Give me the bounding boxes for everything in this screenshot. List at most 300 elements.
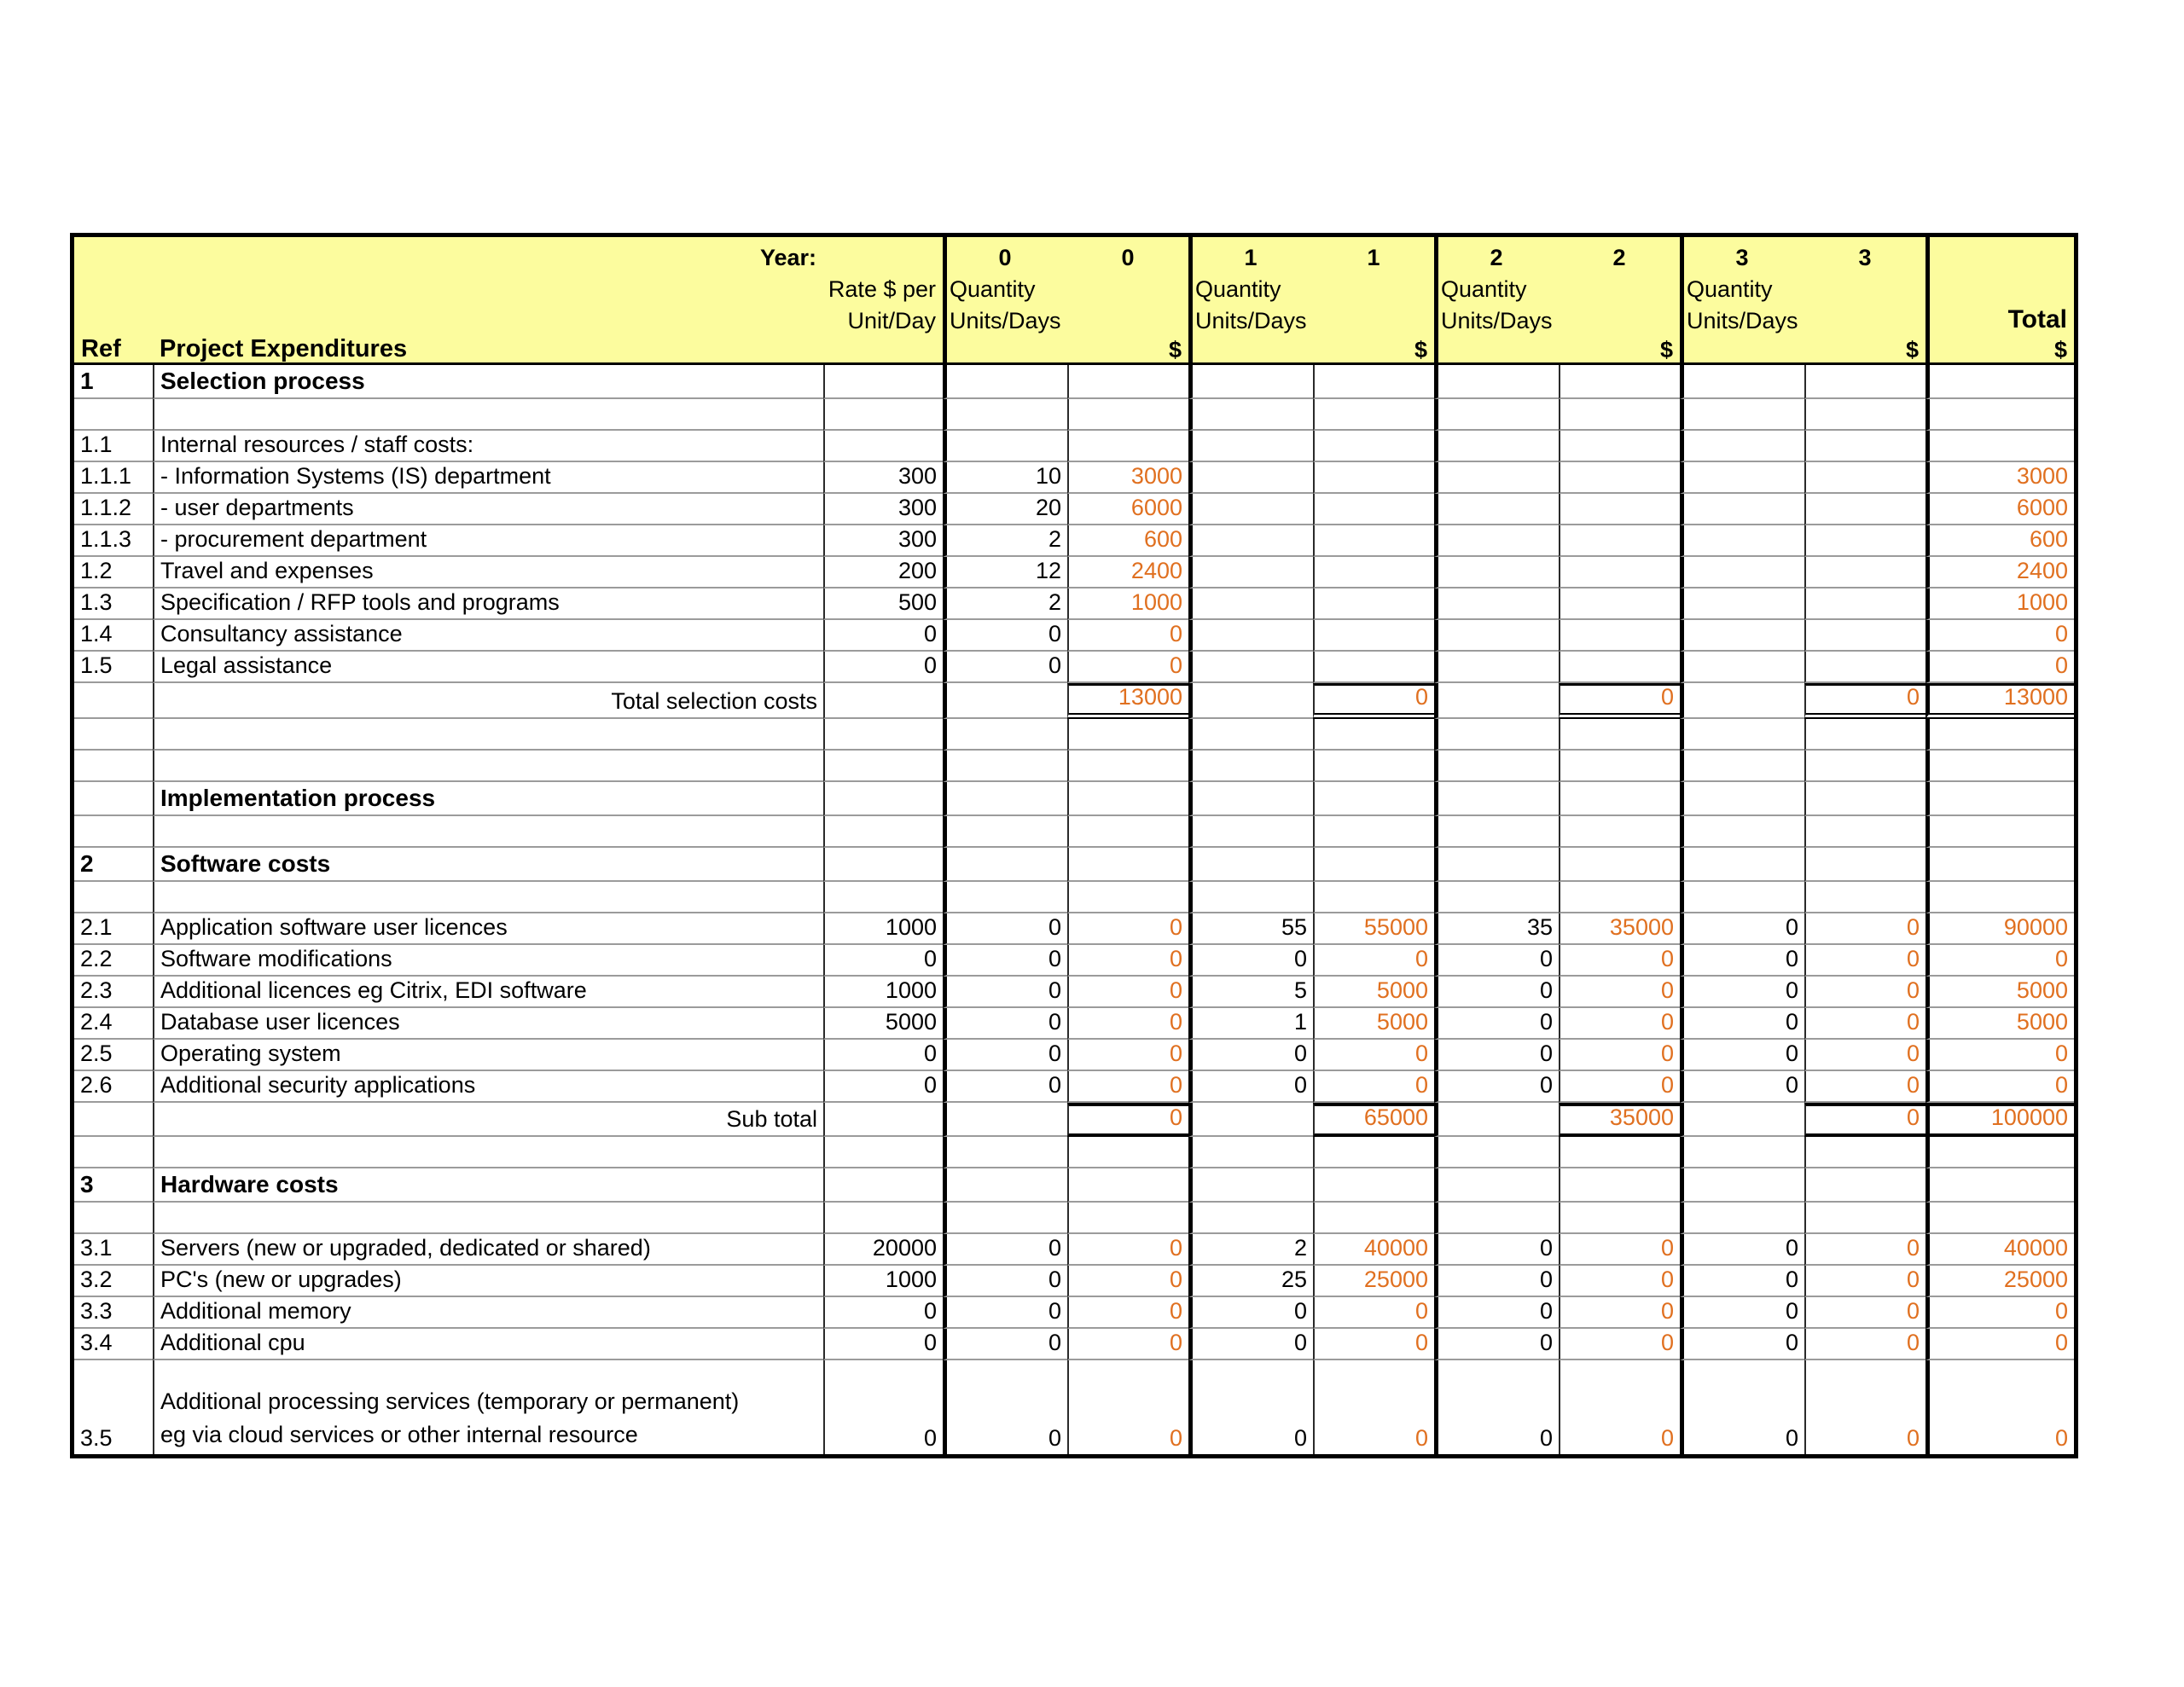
cell-total xyxy=(1926,1137,2074,1168)
cell-y1-amount xyxy=(1313,882,1434,913)
cell-ref: 3.5 xyxy=(80,1424,113,1451)
cell-y3-amount xyxy=(1804,557,1926,588)
cell-y3-qty xyxy=(1680,652,1804,683)
cell-total: 600 xyxy=(1926,525,2074,557)
cell-y1-amount xyxy=(1313,620,1434,652)
cell-y1-amount: 0 xyxy=(1313,1297,1434,1329)
cell-rate: 0 xyxy=(823,1071,943,1103)
cell-y2-amount: 0 xyxy=(1559,683,1680,719)
cell-y3-amount xyxy=(1804,494,1926,525)
cell-ref: 3.2 xyxy=(74,1266,153,1297)
cell-y3-qty xyxy=(1680,1137,1804,1168)
cell-y3-amount: 0 xyxy=(1804,1040,1926,1071)
cell-y2-amount xyxy=(1559,525,1680,557)
cell-y1-qty: 1 xyxy=(1188,1008,1313,1040)
cell-y2-qty: 0 xyxy=(1434,1297,1559,1329)
table-row xyxy=(74,1040,2074,1071)
table-row xyxy=(74,913,2074,945)
cell-total: 0 xyxy=(1926,652,2074,683)
cell-total: 0 xyxy=(1926,620,2074,652)
cell-y2-amount xyxy=(1559,431,1680,462)
cell-y0-qty: 0 xyxy=(943,1008,1067,1040)
quantity-header-y2: Quantity xyxy=(1441,275,1527,302)
cell-ref: 1.1.2 xyxy=(74,494,153,525)
cell-y2-amount: 35000 xyxy=(1559,913,1680,945)
cell-rate xyxy=(823,1137,943,1168)
table-row xyxy=(74,882,2074,913)
cell-y3-qty xyxy=(1680,1168,1804,1203)
cell-rate xyxy=(823,683,943,719)
rate-header-line1: Rate $ per xyxy=(828,275,936,302)
cell-total: 100000 xyxy=(1926,1103,2074,1137)
cell-y0-qty xyxy=(943,399,1067,431)
cell-desc xyxy=(153,816,823,848)
cell-rate: 0 xyxy=(823,1360,943,1454)
cell-total: 0 xyxy=(1926,1297,2074,1329)
cell-desc: - user departments xyxy=(153,494,823,525)
cell-y2-qty xyxy=(1434,1137,1559,1168)
cell-ref: 2.2 xyxy=(74,945,153,977)
cell-y2-qty xyxy=(1434,719,1559,751)
dollar-header-y3: $ xyxy=(1905,336,1919,362)
cell-y0-amount xyxy=(1067,399,1188,431)
table-row xyxy=(74,462,2074,494)
cell-y1-qty: 5 xyxy=(1188,977,1313,1008)
cell-y2-amount xyxy=(1559,882,1680,913)
table-row xyxy=(74,751,2074,782)
cell-ref xyxy=(74,1203,153,1234)
cell-y3-qty xyxy=(1680,557,1804,588)
cell-y0-amount: 0 xyxy=(1067,945,1188,977)
cell-desc-line2: eg via cloud services or other internal resource xyxy=(160,1421,638,1447)
cell-y1-qty xyxy=(1188,365,1313,399)
table-row xyxy=(74,1103,2074,1137)
cell-y3-amount xyxy=(1804,399,1926,431)
cell-y1-amount xyxy=(1313,1203,1434,1234)
cell-ref: 3.3 xyxy=(74,1297,153,1329)
cell-y2-qty xyxy=(1434,1168,1559,1203)
cell-y0-amount: 0 xyxy=(1067,1008,1188,1040)
cell-y3-qty: 0 xyxy=(1680,977,1804,1008)
dollar-header-y2: $ xyxy=(1659,336,1673,362)
table-row xyxy=(74,399,2074,431)
cell-ref xyxy=(74,1103,153,1137)
cell-desc xyxy=(153,399,823,431)
cell-y3-amount xyxy=(1804,719,1926,751)
cell-y0-qty xyxy=(943,365,1067,399)
cell-y3-amount: 0 xyxy=(1804,913,1926,945)
cell-ref: 3.4 xyxy=(74,1329,153,1360)
cell-y3-amount: 0 xyxy=(1804,1329,1926,1360)
cell-desc: Additional memory xyxy=(153,1297,823,1329)
cell-y2-amount: 0 xyxy=(1559,945,1680,977)
cell-y1-amount: 0 xyxy=(1313,683,1434,719)
cell-y1-amount xyxy=(1313,751,1434,782)
table-row xyxy=(74,1203,2074,1234)
cell-y2-qty xyxy=(1434,1103,1559,1137)
cell-y0-qty: 0 xyxy=(943,652,1067,683)
year-2-amount-header: 2 xyxy=(1612,244,1626,270)
cell-total: 0 xyxy=(1926,1329,2074,1360)
cell-y3-amount xyxy=(1804,431,1926,462)
table-header xyxy=(74,237,2074,365)
cell-y3-amount: 0 xyxy=(1804,1360,1926,1454)
cell-rate: 200 xyxy=(823,557,943,588)
cell-total: 2400 xyxy=(1926,557,2074,588)
cell-y0-amount: 0 xyxy=(1067,1040,1188,1071)
cell-y3-amount: 0 xyxy=(1804,1008,1926,1040)
table-row xyxy=(74,1266,2074,1297)
cell-rate xyxy=(823,882,943,913)
cell-total: 25000 xyxy=(1926,1266,2074,1297)
cell-y1-qty xyxy=(1188,1203,1313,1234)
cell-y0-qty: 0 xyxy=(943,1297,1067,1329)
cell-y0-amount: 0 xyxy=(1067,1329,1188,1360)
cell-ref: 2.4 xyxy=(74,1008,153,1040)
header-group-separator xyxy=(1680,237,1684,362)
cell-y0-qty xyxy=(943,431,1067,462)
cell-ref: 1.4 xyxy=(74,620,153,652)
year-1-qty-header: 1 xyxy=(1244,244,1258,270)
cell-ref xyxy=(74,719,153,751)
cell-ref: 1.5 xyxy=(74,652,153,683)
table-row xyxy=(74,1008,2074,1040)
cell-total xyxy=(1926,399,2074,431)
cell-y2-qty: 0 xyxy=(1434,1234,1559,1266)
cell-y1-amount xyxy=(1313,365,1434,399)
cell-total: 5000 xyxy=(1926,1008,2074,1040)
cell-y1-qty: 2 xyxy=(1188,1234,1313,1266)
cell-ref xyxy=(74,882,153,913)
cell-y0-qty xyxy=(943,683,1067,719)
cell-ref: 2.1 xyxy=(74,913,153,945)
cell-y3-amount xyxy=(1804,1137,1926,1168)
cell-y1-qty xyxy=(1188,719,1313,751)
cell-y2-amount xyxy=(1559,494,1680,525)
cell-y1-amount xyxy=(1313,782,1434,816)
cell-y3-amount: 0 xyxy=(1804,1071,1926,1103)
cell-rate xyxy=(823,1103,943,1137)
cell-y0-qty: 0 xyxy=(943,1329,1067,1360)
cell-y3-qty: 0 xyxy=(1680,1234,1804,1266)
cell-desc: Operating system xyxy=(153,1040,823,1071)
cell-desc: Travel and expenses xyxy=(153,557,823,588)
cell-y2-qty xyxy=(1434,882,1559,913)
table-row xyxy=(74,494,2074,525)
cell-rate: 0 xyxy=(823,652,943,683)
cell-total: 40000 xyxy=(1926,1234,2074,1266)
cell-desc: Application software user licences xyxy=(153,913,823,945)
cell-total: 3000 xyxy=(1926,462,2074,494)
cell-y2-qty: 0 xyxy=(1434,977,1559,1008)
cell-y2-qty: 0 xyxy=(1434,945,1559,977)
cell-y2-qty xyxy=(1434,620,1559,652)
cell-y1-amount: 0 xyxy=(1313,1040,1434,1071)
cell-y0-qty xyxy=(943,782,1067,816)
cell-y1-qty: 0 xyxy=(1188,1297,1313,1329)
cell-y0-amount xyxy=(1067,816,1188,848)
cell-y3-qty xyxy=(1680,1103,1804,1137)
table-row xyxy=(74,525,2074,557)
cell-y1-amount: 0 xyxy=(1313,1360,1434,1454)
cell-rate: 1000 xyxy=(823,1266,943,1297)
cell-desc xyxy=(153,1137,823,1168)
cell-y2-amount xyxy=(1559,1203,1680,1234)
cell-rate xyxy=(823,848,943,882)
cell-y1-qty xyxy=(1188,620,1313,652)
cell-y2-qty: 0 xyxy=(1434,1266,1559,1297)
cell-desc: Selection process xyxy=(153,365,823,399)
cell-y2-amount xyxy=(1559,848,1680,882)
cell-ref: 2.3 xyxy=(74,977,153,1008)
expenditures-column-header: Project Expenditures xyxy=(160,334,408,362)
cell-y1-qty: 0 xyxy=(1188,1360,1313,1454)
cell-y0-amount: 0 xyxy=(1067,1071,1188,1103)
cell-y1-amount xyxy=(1313,588,1434,620)
cell-y1-qty xyxy=(1188,848,1313,882)
cell-desc: - Information Systems (IS) department xyxy=(153,462,823,494)
cell-y3-qty: 0 xyxy=(1680,1266,1804,1297)
cell-rate: 0 xyxy=(823,1329,943,1360)
cell-y3-qty xyxy=(1680,588,1804,620)
cell-ref xyxy=(74,751,153,782)
cell-desc: Consultancy assistance xyxy=(153,620,823,652)
cell-y1-qty xyxy=(1188,882,1313,913)
cell-ref: 1.3 xyxy=(74,588,153,620)
table-row xyxy=(74,1137,2074,1168)
cell-y3-qty: 0 xyxy=(1680,1008,1804,1040)
cell-y1-qty: 0 xyxy=(1188,1329,1313,1360)
cell-y2-amount: 0 xyxy=(1559,1071,1680,1103)
table-row xyxy=(74,1297,2074,1329)
cell-y3-qty: 0 xyxy=(1680,913,1804,945)
cell-y2-qty: 0 xyxy=(1434,1071,1559,1103)
cell-y0-amount xyxy=(1067,1168,1188,1203)
cell-y0-qty xyxy=(943,848,1067,882)
cell-y3-qty xyxy=(1680,494,1804,525)
cell-ref xyxy=(74,1137,153,1168)
cell-y3-qty: 0 xyxy=(1680,1071,1804,1103)
cell-y2-amount: 35000 xyxy=(1559,1103,1680,1137)
cell-y3-qty: 0 xyxy=(1680,945,1804,977)
cell-rate xyxy=(823,365,943,399)
table-row xyxy=(74,1234,2074,1266)
cell-rate: 0 xyxy=(823,1040,943,1071)
cell-y0-amount: 0 xyxy=(1067,652,1188,683)
cell-y0-qty: 0 xyxy=(943,1266,1067,1297)
cell-y0-qty: 2 xyxy=(943,525,1067,557)
cell-desc: Legal assistance xyxy=(153,652,823,683)
cell-y2-qty: 0 xyxy=(1434,1008,1559,1040)
cell-y3-amount xyxy=(1804,1168,1926,1203)
cell-y0-amount xyxy=(1067,365,1188,399)
total-column-header: Total xyxy=(2007,304,2067,333)
cell-y1-qty: 25 xyxy=(1188,1266,1313,1297)
cell-y1-qty xyxy=(1188,751,1313,782)
table-row xyxy=(74,1360,2074,1454)
cell-y0-amount xyxy=(1067,782,1188,816)
cell-y3-amount xyxy=(1804,525,1926,557)
cell-y2-qty xyxy=(1434,782,1559,816)
ref-column-header: Ref xyxy=(81,334,121,362)
cell-y3-amount: 0 xyxy=(1804,1234,1926,1266)
cell-y3-amount: 0 xyxy=(1804,1266,1926,1297)
cell-y0-qty xyxy=(943,1137,1067,1168)
table-row xyxy=(74,588,2074,620)
cell-y1-amount: 0 xyxy=(1313,1071,1434,1103)
cell-y2-amount xyxy=(1559,652,1680,683)
table-row xyxy=(74,431,2074,462)
cell-rate: 300 xyxy=(823,525,943,557)
cell-y3-qty xyxy=(1680,848,1804,882)
cell-y1-qty xyxy=(1188,525,1313,557)
cell-y0-qty xyxy=(943,751,1067,782)
cell-y2-amount xyxy=(1559,588,1680,620)
cell-rate xyxy=(823,431,943,462)
quantity-header-y0: Quantity xyxy=(950,275,1036,302)
cell-desc: Total selection costs xyxy=(153,683,823,719)
cell-y2-qty xyxy=(1434,588,1559,620)
cell-y2-amount xyxy=(1559,365,1680,399)
cell-y2-amount xyxy=(1559,782,1680,816)
cell-y2-amount: 0 xyxy=(1559,1008,1680,1040)
cell-rate: 5000 xyxy=(823,1008,943,1040)
cell-y0-qty: 2 xyxy=(943,588,1067,620)
cell-y0-qty xyxy=(943,1203,1067,1234)
cell-y2-amount xyxy=(1559,462,1680,494)
cell-y0-qty: 0 xyxy=(943,620,1067,652)
cell-y1-amount: 65000 xyxy=(1313,1103,1434,1137)
header-group-separator xyxy=(1188,237,1193,362)
cell-y2-qty: 0 xyxy=(1434,1040,1559,1071)
cell-ref: 1 xyxy=(74,365,153,399)
cell-y1-qty xyxy=(1188,782,1313,816)
cell-y2-qty xyxy=(1434,816,1559,848)
cell-y1-amount xyxy=(1313,557,1434,588)
cell-ref: 2 xyxy=(74,848,153,882)
cell-y2-amount xyxy=(1559,399,1680,431)
year-0-qty-header: 0 xyxy=(998,244,1012,270)
cell-y2-amount xyxy=(1559,557,1680,588)
cell-y0-amount xyxy=(1067,882,1188,913)
cell-rate: 1000 xyxy=(823,913,943,945)
cell-total: 0 xyxy=(1926,1071,2074,1103)
cell-total xyxy=(1926,782,2074,816)
dollar-header-y0: $ xyxy=(1168,336,1182,362)
cell-y1-qty xyxy=(1188,399,1313,431)
cell-ref xyxy=(74,816,153,848)
cell-total xyxy=(1926,431,2074,462)
year-3-qty-header: 3 xyxy=(1735,244,1749,270)
cell-y3-qty xyxy=(1680,719,1804,751)
units-header-y1: Units/Days xyxy=(1195,307,1307,333)
cell-y3-qty xyxy=(1680,365,1804,399)
cell-total xyxy=(1926,751,2074,782)
year-3-amount-header: 3 xyxy=(1858,244,1872,270)
cell-y2-qty xyxy=(1434,751,1559,782)
cell-y1-qty xyxy=(1188,1137,1313,1168)
cell-ref xyxy=(74,782,153,816)
cell-y2-amount xyxy=(1559,1168,1680,1203)
cell-desc-line1: Additional processing services (temporary or permanent) xyxy=(160,1388,740,1414)
header-group-separator xyxy=(1926,237,1930,362)
units-header-y3: Units/Days xyxy=(1687,307,1798,333)
cell-rate xyxy=(823,719,943,751)
year-0-amount-header: 0 xyxy=(1121,244,1135,270)
cell-desc xyxy=(153,882,823,913)
cell-desc: Specification / RFP tools and programs xyxy=(153,588,823,620)
cell-y3-amount: 0 xyxy=(1804,683,1926,719)
cell-desc: Software modifications xyxy=(153,945,823,977)
cell-y1-qty xyxy=(1188,816,1313,848)
cell-y1-amount xyxy=(1313,719,1434,751)
cell-desc: Hardware costs xyxy=(153,1168,823,1203)
cell-rate: 500 xyxy=(823,588,943,620)
cell-y2-amount: 0 xyxy=(1559,977,1680,1008)
cell-y2-qty xyxy=(1434,652,1559,683)
cell-y0-qty xyxy=(943,1103,1067,1137)
table-row xyxy=(74,557,2074,588)
cell-y0-amount: 2400 xyxy=(1067,557,1188,588)
cell-y2-amount: 0 xyxy=(1559,1360,1680,1454)
quantity-header-y3: Quantity xyxy=(1687,275,1773,302)
dollar-header-y1: $ xyxy=(1414,336,1427,362)
cell-ref: 1.1.3 xyxy=(74,525,153,557)
cell-rate: 0 xyxy=(823,1297,943,1329)
cell-y2-amount: 0 xyxy=(1559,1040,1680,1071)
cell-y3-qty xyxy=(1680,882,1804,913)
cell-y1-qty xyxy=(1188,1103,1313,1137)
cell-y2-amount xyxy=(1559,620,1680,652)
cell-y2-qty xyxy=(1434,365,1559,399)
cell-rate xyxy=(823,751,943,782)
cell-desc: Additional cpu xyxy=(153,1329,823,1360)
cell-rate xyxy=(823,399,943,431)
cell-total: 1000 xyxy=(1926,588,2074,620)
cell-desc: Software costs xyxy=(153,848,823,882)
cell-y1-amount xyxy=(1313,399,1434,431)
cell-total xyxy=(1926,1168,2074,1203)
table-row xyxy=(74,719,2074,751)
cell-desc xyxy=(153,751,823,782)
cell-total xyxy=(1926,719,2074,751)
cell-y2-qty xyxy=(1434,848,1559,882)
cell-y1-amount xyxy=(1313,848,1434,882)
cell-y3-qty: 0 xyxy=(1680,1297,1804,1329)
cell-y0-qty: 0 xyxy=(943,913,1067,945)
cell-y1-qty: 0 xyxy=(1188,1040,1313,1071)
cell-y0-amount: 3000 xyxy=(1067,462,1188,494)
cell-desc: Additional licences eg Citrix, EDI software xyxy=(153,977,823,1008)
table-row xyxy=(74,782,2074,816)
cell-y0-qty xyxy=(943,882,1067,913)
dollar-header-total: $ xyxy=(2053,336,2067,362)
cell-y3-qty: 0 xyxy=(1680,1040,1804,1071)
cell-y1-amount xyxy=(1313,462,1434,494)
cell-ref: 1.1.1 xyxy=(74,462,153,494)
cell-ref: 2.6 xyxy=(74,1071,153,1103)
cell-y1-amount xyxy=(1313,652,1434,683)
cell-y3-amount xyxy=(1804,588,1926,620)
cell-y2-amount: 0 xyxy=(1559,1234,1680,1266)
cell-total xyxy=(1926,365,2074,399)
cell-y1-amount xyxy=(1313,525,1434,557)
table-row xyxy=(74,848,2074,882)
cell-y0-qty xyxy=(943,816,1067,848)
cell-desc: Implementation process xyxy=(153,782,823,816)
cell-total: 0 xyxy=(1926,945,2074,977)
project-expenditures-table xyxy=(70,233,2078,1458)
